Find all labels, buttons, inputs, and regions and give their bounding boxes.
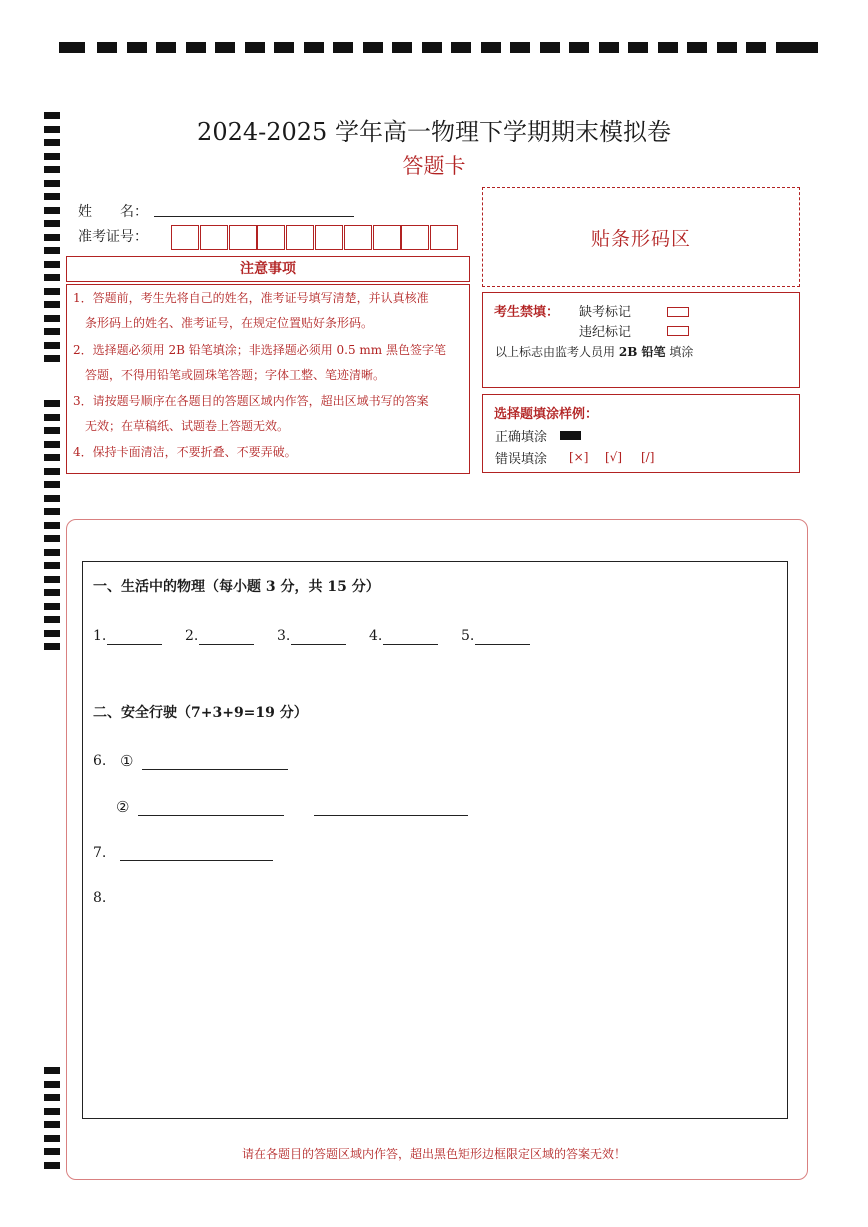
q1-answer-line[interactable] bbox=[107, 644, 162, 645]
timing-mark bbox=[215, 42, 235, 53]
q6-sub1-answer-line[interactable] bbox=[142, 769, 288, 770]
timing-mark bbox=[658, 42, 678, 53]
violation-label: 违纪标记 bbox=[579, 325, 632, 340]
exam-id-digit-box[interactable] bbox=[286, 225, 314, 250]
timing-mark bbox=[44, 468, 60, 475]
violation-mark-box[interactable] bbox=[667, 326, 689, 336]
q2-number: 2. bbox=[185, 628, 199, 644]
timing-mark bbox=[97, 42, 117, 53]
timing-mark bbox=[44, 180, 60, 187]
notice-line: 答题，不得用铅笔或圆珠笔答题；字体工整、笔迹清晰。 bbox=[73, 368, 386, 382]
timing-mark bbox=[44, 1135, 60, 1142]
q8-number: 8. bbox=[93, 890, 107, 906]
notice-line: 2．选择题必须用 2B 铅笔填涂；非选择题必须用 0.5 mm 黑色签字笔 bbox=[73, 343, 447, 357]
timing-mark bbox=[44, 643, 60, 650]
timing-mark bbox=[44, 1081, 60, 1088]
timing-mark bbox=[44, 247, 60, 254]
timing-mark bbox=[44, 535, 60, 542]
correct-fill-sample bbox=[560, 431, 581, 440]
exam-id-digit-box[interactable] bbox=[229, 225, 257, 250]
page-title: 2024-2025 学年高一物理下学期期末模拟卷 bbox=[197, 118, 671, 146]
q5-answer-line[interactable] bbox=[475, 644, 530, 645]
timing-mark bbox=[245, 42, 265, 53]
notice-box bbox=[66, 284, 470, 474]
timing-mark bbox=[44, 1108, 60, 1115]
timing-mark bbox=[44, 193, 60, 200]
exam-id-digit-box[interactable] bbox=[171, 225, 199, 250]
exam-id-digit-box[interactable] bbox=[257, 225, 285, 250]
timing-mark bbox=[422, 42, 442, 53]
q7-answer-line[interactable] bbox=[120, 860, 273, 861]
timing-mark bbox=[44, 220, 60, 227]
timing-mark bbox=[44, 495, 60, 502]
timing-mark bbox=[687, 42, 707, 53]
absent-mark-box[interactable] bbox=[667, 307, 689, 317]
correct-label: 正确填涂 bbox=[495, 430, 548, 445]
timing-mark bbox=[569, 42, 589, 53]
exam-id-digit-box[interactable] bbox=[344, 225, 372, 250]
timing-mark bbox=[792, 42, 818, 53]
fill-sample-box bbox=[482, 394, 800, 473]
barcode-label: 贴条形码区 bbox=[590, 228, 691, 250]
page-subtitle: 答题卡 bbox=[402, 154, 466, 178]
forbid-note-prefix: 以上标志由监考人员用 bbox=[495, 345, 616, 359]
forbid-heading: 考生禁填： bbox=[494, 305, 560, 320]
timing-mark bbox=[274, 42, 294, 53]
wrong-mark-x: [×] bbox=[569, 450, 589, 464]
wrong-mark-check: [√] bbox=[605, 450, 623, 464]
q5-number: 5. bbox=[461, 628, 475, 644]
timing-mark bbox=[44, 1162, 60, 1169]
timing-mark bbox=[363, 42, 383, 53]
q4-answer-line[interactable] bbox=[383, 644, 438, 645]
exam-id-digit-box[interactable] bbox=[430, 225, 458, 250]
timing-mark bbox=[599, 42, 619, 53]
timing-mark bbox=[44, 576, 60, 583]
q8-answer-area[interactable] bbox=[110, 890, 780, 1110]
exam-id-digit-box[interactable] bbox=[373, 225, 401, 250]
exam-id-digit-box[interactable] bbox=[200, 225, 228, 250]
timing-mark bbox=[44, 454, 60, 461]
notice-heading: 注意事项 bbox=[66, 256, 470, 282]
timing-mark bbox=[44, 522, 60, 529]
timing-mark bbox=[44, 603, 60, 610]
sample-heading: 选择题填涂样例： bbox=[494, 407, 599, 422]
timing-mark bbox=[44, 589, 60, 596]
timing-mark bbox=[510, 42, 530, 53]
timing-mark bbox=[44, 1067, 60, 1074]
notice-line: 条形码上的姓名、准考证号，在规定位置贴好条形码。 bbox=[73, 316, 374, 330]
timing-mark bbox=[44, 261, 60, 268]
q6-sub2-answer-line-a[interactable] bbox=[138, 815, 284, 816]
timing-mark bbox=[156, 42, 176, 53]
q7-number: 7. bbox=[93, 845, 107, 861]
exam-id-digit-box[interactable] bbox=[315, 225, 343, 250]
notice-line: 4．保持卡面清洁，不要折叠、不要弄破。 bbox=[73, 445, 297, 459]
timing-mark bbox=[333, 42, 353, 53]
wrong-label: 错误填涂 bbox=[495, 452, 548, 467]
footer-warning: 请在各题目的答题区域内作答，超出黑色矩形边框限定区域的答案无效！ bbox=[241, 1147, 626, 1161]
q2-answer-line[interactable] bbox=[199, 644, 254, 645]
timing-mark bbox=[746, 42, 766, 53]
examiner-only-box bbox=[482, 292, 800, 388]
timing-mark bbox=[44, 1121, 60, 1128]
timing-mark bbox=[44, 234, 60, 241]
timing-mark bbox=[628, 42, 648, 53]
timing-mark bbox=[44, 414, 60, 421]
timing-mark bbox=[44, 342, 60, 349]
timing-mark bbox=[186, 42, 206, 53]
forbid-note bbox=[495, 343, 693, 360]
q4-number: 4. bbox=[369, 628, 383, 644]
name-field[interactable] bbox=[154, 216, 354, 217]
q3-answer-line[interactable] bbox=[291, 644, 346, 645]
timing-mark bbox=[44, 1094, 60, 1101]
timing-mark bbox=[481, 42, 501, 53]
timing-mark bbox=[717, 42, 737, 53]
q6-sub1-marker: ① bbox=[120, 752, 134, 770]
notice-line: 3．请按题号顺序在各题目的答题区域内作答，超出区域书写的答案 bbox=[73, 394, 429, 408]
q1-number: 1. bbox=[93, 628, 107, 644]
timing-mark bbox=[540, 42, 560, 53]
section2-title: 二、安全行驶（7+3+9=19 分） bbox=[93, 705, 308, 721]
timing-mark bbox=[59, 42, 85, 53]
timing-mark bbox=[44, 328, 60, 335]
timing-mark bbox=[44, 549, 60, 556]
timing-mark bbox=[44, 441, 60, 448]
timing-mark bbox=[44, 630, 60, 637]
timing-mark bbox=[44, 400, 60, 407]
q6-sub2-answer-line-b[interactable] bbox=[314, 815, 468, 816]
timing-mark bbox=[451, 42, 471, 53]
timing-mark bbox=[44, 315, 60, 322]
notice-line: 无效；在草稿纸、试题卷上答题无效。 bbox=[73, 419, 290, 433]
q3-number: 3. bbox=[277, 628, 291, 644]
forbid-note-bold: 2B 铅笔 bbox=[618, 345, 666, 359]
barcode-area bbox=[482, 187, 800, 287]
forbid-note-suffix: 填涂 bbox=[669, 345, 694, 359]
timing-mark bbox=[304, 42, 324, 53]
timing-mark bbox=[392, 42, 412, 53]
timing-mark bbox=[44, 301, 60, 308]
q6-sub2-marker: ② bbox=[116, 798, 130, 816]
absent-label: 缺考标记 bbox=[579, 305, 632, 320]
exam-id-label: 准考证号： bbox=[78, 229, 148, 245]
timing-mark bbox=[44, 562, 60, 569]
timing-mark bbox=[44, 274, 60, 281]
timing-mark bbox=[44, 481, 60, 488]
timing-mark bbox=[44, 508, 60, 515]
timing-mark bbox=[44, 616, 60, 623]
timing-mark bbox=[44, 207, 60, 214]
timing-mark bbox=[127, 42, 147, 53]
name-label: 姓 名： bbox=[78, 204, 148, 220]
section1-title: 一、生活中的物理（每小题 3 分，共 15 分） bbox=[93, 579, 380, 595]
timing-mark bbox=[44, 427, 60, 434]
q6-number: 6. bbox=[93, 753, 107, 769]
timing-mark bbox=[44, 288, 60, 295]
notice-line: 1．答题前，考生先将自己的姓名，准考证号填写清楚，并认真核准 bbox=[73, 291, 429, 305]
exam-id-digit-box[interactable] bbox=[401, 225, 429, 250]
timing-mark bbox=[44, 355, 60, 362]
wrong-mark-slash: [/] bbox=[641, 450, 655, 464]
